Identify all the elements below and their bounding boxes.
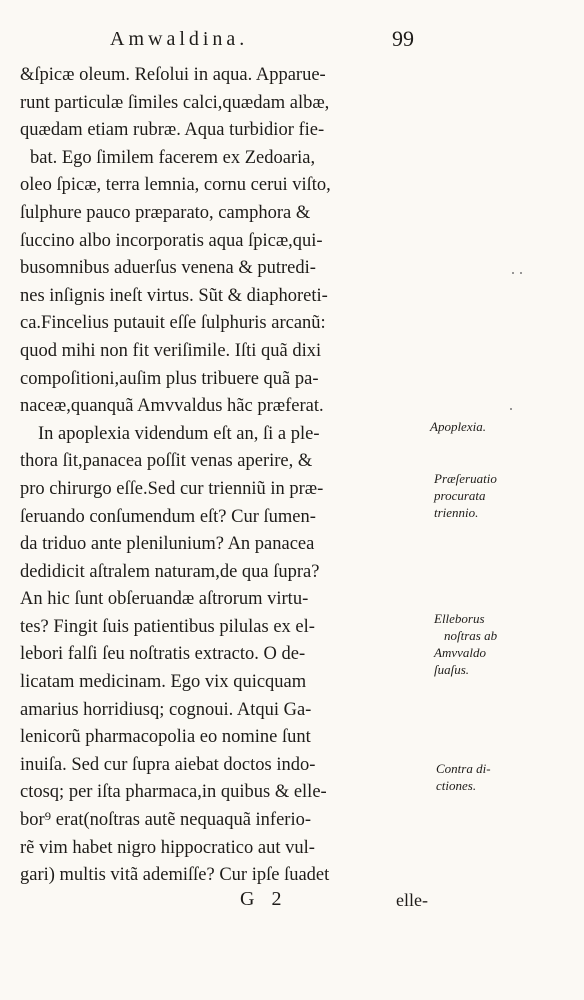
text-line: thora ſit,panacea poſſit venas aperire, & bbox=[20, 451, 313, 472]
text-line: An hic ſunt obſeruandæ aſtrorum virtu- bbox=[20, 589, 309, 610]
margin-note-line: noſtras ab bbox=[444, 628, 498, 643]
page-number: 99 bbox=[392, 26, 414, 51]
text-line: quod mihi non fit veriſimile. Iſti quã dixi bbox=[20, 340, 322, 361]
text-line: dedidicit aſtralem naturam,de qua ſupra? bbox=[20, 561, 320, 582]
page-footer bbox=[0, 888, 584, 914]
text-line: compoſitioni,auſim plus tribuere quã pa- bbox=[20, 368, 319, 389]
margin-note-line: Apoplexia. bbox=[430, 419, 486, 434]
text-line: bor⁹ erat(noſtras autẽ nequaquã inferio- bbox=[20, 810, 312, 831]
ink-speck bbox=[510, 408, 512, 410]
text-line: ſuccino albo incorporatis aqua ſpicæ,qui- bbox=[20, 230, 323, 251]
margin-note-line: Elleborus bbox=[434, 611, 485, 626]
ink-speck bbox=[512, 272, 514, 274]
text-line: da triduo ante plenilunium? An panacea bbox=[20, 534, 315, 555]
margin-note-line: ſuaſus. bbox=[434, 662, 470, 677]
margin-note-line: triennio. bbox=[434, 505, 479, 520]
catchword: elle- bbox=[396, 890, 428, 910]
margin-note-elleborus bbox=[434, 610, 497, 678]
text-line: lebori falſi ſeu noſtratis extracto. O de- bbox=[20, 644, 306, 665]
margin-note-line: ctiones. bbox=[436, 778, 477, 793]
text-line: busomnibus aduerſus venena & putredi- bbox=[20, 258, 316, 279]
running-head: Amwaldina. bbox=[110, 28, 249, 50]
margin-note-line: Præſeruatio bbox=[434, 471, 497, 486]
ink-speck bbox=[520, 272, 522, 274]
text-line: quædam etiam rubræ. Aqua turbidior fie- bbox=[20, 120, 325, 141]
text-line: gari) multis vitã ademiſſe? Cur ipſe ſuadet bbox=[20, 865, 330, 886]
main-text-block bbox=[20, 62, 425, 890]
text-line: naceæ,quanquã Amvvaldus hãc præferat. bbox=[20, 396, 324, 417]
text-line: ctosq; per iſta pharmaca,in quibus & elle- bbox=[20, 782, 327, 803]
text-line: nes inſignis ineſt virtus. Sũt & diaphoreti- bbox=[20, 285, 328, 306]
text-line: &ſpicæ oleum. Reſolui in aqua. Apparue- bbox=[20, 65, 326, 85]
text-line: licatam medicinam. Ego vix quicquam bbox=[20, 672, 307, 693]
text-line: oleo ſpicæ, terra lemnia, cornu cerui viſto, bbox=[20, 175, 331, 196]
text-line: pro chirurgo eſſe.Sed cur trienniũ in præ- bbox=[20, 478, 324, 499]
text-line: In apoplexia videndum eſt an, ſi a ple- bbox=[38, 423, 320, 444]
margin-note-line: Contra di- bbox=[436, 761, 491, 776]
margin-note-praeseruatio bbox=[434, 470, 497, 521]
text-line: ſulphure pauco præparato, camphora & bbox=[20, 202, 311, 223]
text-line: bat. Ego ſimilem facerem ex Zedoaria, bbox=[30, 147, 316, 168]
text-line: amarius horridiusq; cognoui. Atqui Ga- bbox=[20, 699, 312, 720]
margin-note-line: Amvvaldo bbox=[434, 645, 486, 660]
margin-note-contra bbox=[436, 760, 491, 794]
signature-mark: G 2 bbox=[240, 888, 288, 910]
text-line: ſeruando conſumendum eſt? Cur ſumen- bbox=[20, 506, 316, 527]
text-line: ca.Fincelius putauit eſſe ſulphuris arcanũ: bbox=[20, 313, 326, 334]
text-line: runt particulæ ſimiles calci,quædam albæ, bbox=[20, 92, 330, 113]
text-line: rẽ vim habet nigro hippocratico aut vul- bbox=[20, 837, 315, 858]
text-line: lenicorũ pharmacopolia eo nomine ſunt bbox=[20, 727, 311, 748]
text-line: inuiſa. Sed cur ſupra aiebat doctos indo- bbox=[20, 754, 316, 775]
text-line: tes? Fingit ſuis patientibus pilulas ex el- bbox=[20, 616, 315, 637]
margin-note-apoplexia bbox=[430, 418, 486, 435]
margin-note-line: procurata bbox=[434, 488, 486, 503]
